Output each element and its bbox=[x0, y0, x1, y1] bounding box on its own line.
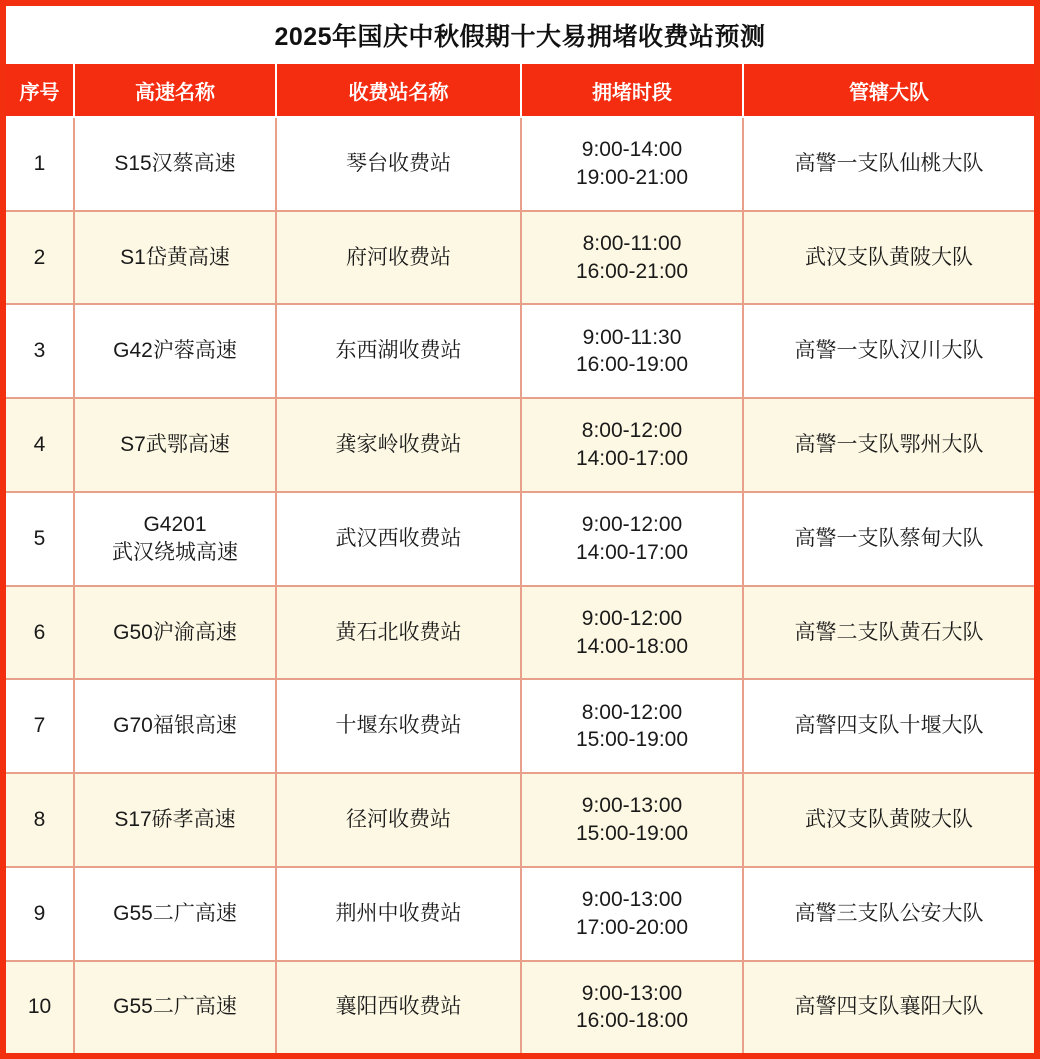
period-line: 14:00-17:00 bbox=[575, 447, 689, 471]
period-line: 9:00-13:00 bbox=[581, 888, 683, 912]
cell-station: 荆州中收费站 bbox=[276, 867, 521, 961]
cell-station: 十堰东收费站 bbox=[276, 679, 521, 773]
period-line: 9:00-12:00 bbox=[581, 606, 683, 630]
cell-station: 武汉西收费站 bbox=[276, 492, 521, 586]
table-row bbox=[6, 867, 1034, 961]
cell-station: 径河收费站 bbox=[276, 773, 521, 867]
cell-brigade: 高警一支队仙桃大队 bbox=[743, 117, 1034, 211]
table-row bbox=[6, 304, 1034, 398]
period-line: 16:00-18:00 bbox=[575, 1009, 689, 1033]
cell-highway bbox=[74, 961, 276, 1053]
cell-station: 襄阳西收费站 bbox=[276, 961, 521, 1053]
congestion-forecast-table bbox=[6, 64, 1034, 1053]
cell-station: 黄石北收费站 bbox=[276, 586, 521, 680]
table-row bbox=[6, 586, 1034, 680]
table-row bbox=[6, 398, 1034, 492]
cell-station: 琴台收费站 bbox=[276, 117, 521, 211]
cell-station: 东西湖收费站 bbox=[276, 304, 521, 398]
table-row bbox=[6, 961, 1034, 1053]
cell-index: 2 bbox=[6, 211, 74, 305]
page-title: 2025年国庆中秋假期十大易拥堵收费站预测 bbox=[274, 23, 766, 51]
column-header-highway: 高速名称 bbox=[74, 64, 276, 117]
period-line: 9:00-12:00 bbox=[581, 513, 683, 537]
cell-period bbox=[521, 679, 743, 773]
period-line: 9:00-13:00 bbox=[581, 981, 683, 1005]
cell-period bbox=[521, 211, 743, 305]
period-line: 15:00-19:00 bbox=[575, 728, 689, 752]
cell-index: 8 bbox=[6, 773, 74, 867]
cell-brigade: 高警三支队公安大队 bbox=[743, 867, 1034, 961]
cell-highway bbox=[74, 586, 276, 680]
period-line: 9:00-14:00 bbox=[581, 138, 683, 162]
table-row bbox=[6, 679, 1034, 773]
highway-line: G42沪蓉高速 bbox=[113, 339, 237, 363]
highway-line: G70福银高速 bbox=[113, 714, 237, 738]
cell-station: 龚家岭收费站 bbox=[276, 398, 521, 492]
cell-station: 府河收费站 bbox=[276, 211, 521, 305]
cell-highway bbox=[74, 867, 276, 961]
column-header-station: 收费站名称 bbox=[276, 64, 521, 117]
highway-line: G55二广高速 bbox=[113, 901, 237, 925]
highway-line: G55二广高速 bbox=[113, 995, 237, 1019]
cell-brigade: 武汉支队黄陂大队 bbox=[743, 211, 1034, 305]
cell-period bbox=[521, 586, 743, 680]
highway-line: G4201 bbox=[143, 513, 207, 537]
cell-brigade: 高警一支队鄂州大队 bbox=[743, 398, 1034, 492]
cell-brigade: 高警一支队蔡甸大队 bbox=[743, 492, 1034, 586]
table-row bbox=[6, 773, 1034, 867]
column-header-period: 拥堵时段 bbox=[521, 64, 743, 117]
highway-line: G50沪渝高速 bbox=[113, 620, 237, 644]
cell-highway bbox=[74, 117, 276, 211]
period-line: 19:00-21:00 bbox=[575, 165, 689, 189]
column-header-index: 序号 bbox=[6, 64, 74, 117]
cell-index: 3 bbox=[6, 304, 74, 398]
highway-line: S1岱黄高速 bbox=[120, 245, 230, 269]
cell-index: 10 bbox=[6, 961, 74, 1053]
period-line: 9:00-11:30 bbox=[582, 325, 682, 349]
cell-highway bbox=[74, 304, 276, 398]
cell-brigade: 高警四支队十堰大队 bbox=[743, 679, 1034, 773]
highway-line: 武汉绕城高速 bbox=[112, 540, 238, 564]
period-line: 16:00-19:00 bbox=[575, 353, 689, 377]
column-header-brigade: 管辖大队 bbox=[743, 64, 1034, 117]
cell-period bbox=[521, 773, 743, 867]
cell-highway bbox=[74, 398, 276, 492]
period-line: 15:00-19:00 bbox=[575, 822, 689, 845]
cell-period bbox=[521, 961, 743, 1053]
cell-index: 6 bbox=[6, 586, 74, 680]
cell-highway bbox=[74, 773, 276, 867]
period-line: 17:00-20:00 bbox=[575, 915, 689, 939]
period-line: 14:00-17:00 bbox=[575, 540, 689, 564]
table-row bbox=[6, 492, 1034, 586]
cell-brigade: 武汉支队黄陂大队 bbox=[743, 773, 1034, 867]
cell-highway bbox=[74, 211, 276, 305]
title-bar bbox=[6, 6, 1034, 64]
cell-period bbox=[521, 117, 743, 211]
cell-index: 1 bbox=[6, 117, 74, 211]
period-line: 8:00-12:00 bbox=[581, 700, 683, 724]
period-line: 9:00-13:00 bbox=[581, 794, 683, 818]
cell-index: 7 bbox=[6, 679, 74, 773]
table-header bbox=[6, 64, 1034, 117]
period-line: 8:00-11:00 bbox=[582, 231, 682, 255]
period-line: 8:00-12:00 bbox=[581, 419, 683, 443]
highway-line: S15汉蔡高速 bbox=[114, 152, 236, 175]
table-body bbox=[6, 117, 1034, 1053]
highway-line: S7武鄂高速 bbox=[120, 433, 230, 457]
period-line: 14:00-18:00 bbox=[575, 634, 689, 658]
cell-period bbox=[521, 867, 743, 961]
cell-index: 9 bbox=[6, 867, 74, 961]
period-line: 16:00-21:00 bbox=[575, 259, 689, 283]
cell-highway bbox=[74, 492, 276, 586]
table-row bbox=[6, 117, 1034, 211]
cell-brigade: 高警一支队汉川大队 bbox=[743, 304, 1034, 398]
cell-period bbox=[521, 398, 743, 492]
cell-brigade: 高警二支队黄石大队 bbox=[743, 586, 1034, 680]
cell-brigade: 高警四支队襄阳大队 bbox=[743, 961, 1034, 1053]
cell-highway bbox=[74, 679, 276, 773]
cell-index: 4 bbox=[6, 398, 74, 492]
cell-index: 5 bbox=[6, 492, 74, 586]
cell-period bbox=[521, 304, 743, 398]
table-header-row bbox=[6, 64, 1034, 117]
cell-period bbox=[521, 492, 743, 586]
table-row bbox=[6, 211, 1034, 305]
highway-line: S17硚孝高速 bbox=[114, 808, 236, 832]
